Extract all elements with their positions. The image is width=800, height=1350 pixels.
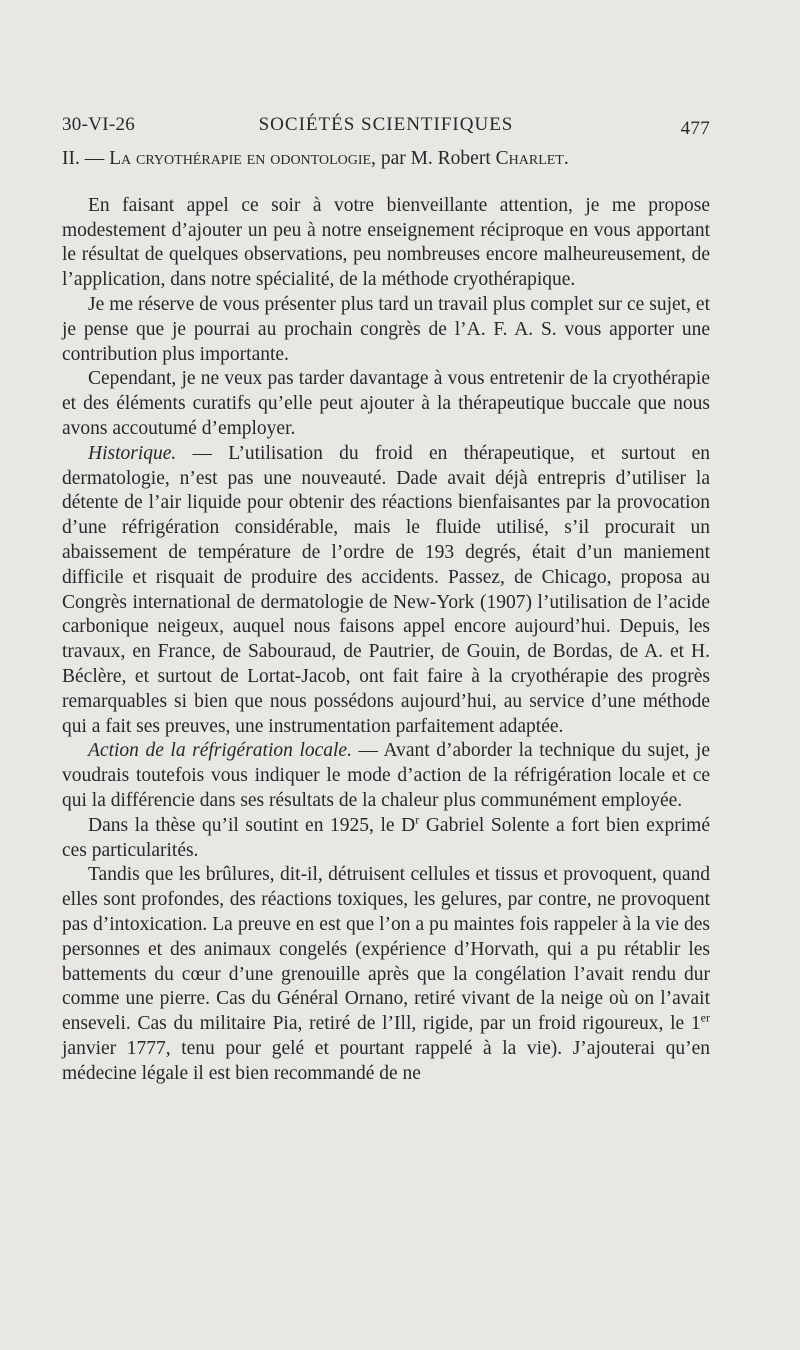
paragraph-text: En faisant appel ce soir à votre bienveillante attention, je me propose modestement d’ajouter un peu à notre enseignement réciproque en vous apportant le résultat de quelques observations, peu nombreuses encore malheureusement, de l’application, dans notre spécialité, de la méthode cryothérapique. [62,194,710,291]
section-title: La cryothérapie en odontologie, [109,148,376,169]
running-head [62,114,710,144]
superscript: r [415,812,420,827]
paragraph-text: Je me réserve de vous présenter plus tard un travail plus complet sur ce sujet, et je pense que je pourrai au prochain congrès de l’A. F. A. S. vous apporter une contribution plus importante. [62,293,710,365]
paragraph-text: — Avant d’aborder la technique du sujet, je voudrais toutefois vous indiquer le mode d’action de la réfrigération locale et ce qui la différencie dans ses résultats de la chaleur plus communément employée. [62,740,710,811]
paragraph [62,293,710,367]
paragraph-label: Historique. [88,442,177,464]
section-byline: par M. Robert [380,148,491,169]
paragraph-label: Action de la réfrigération locale. [88,740,352,762]
superscript: er [700,1010,710,1025]
paragraph-text: Tandis que les brûlures, dit-il, détruisent cellules et tissus et provoquent, quand elles sont profondes, des réactions toxiques, les gelures, par contre, ne provoquent pas d’intoxication. La preuve en est que l’on a pu maintes fois rappeler à la vie des personnes et des animaux congelés (expérience d’Horvath, qui a pu rétablir les battements du cœur d’une grenouille après que la congélation l’avait rendu dur comme une pierre. Cas du Général Ornano, retiré vivant de la neige où on l’avait enseveli. Cas du militaire Pia, retiré de l’Ill, rigide, par un froid rigoureux, le 1 [62,864,710,1035]
running-head-title: SOCIÉTÉS SCIENTIFIQUES [258,114,514,135]
paragraph [62,814,710,864]
paragraph [62,863,710,1086]
running-head-date: 30-VI-26 [62,114,136,135]
paragraph-action [62,739,710,813]
section-author-surname: Charlet. [495,148,569,169]
section-heading [62,147,710,172]
page-number: 477 [680,118,710,139]
paragraph [62,367,710,441]
paragraph-text: Cependant, je ne veux pas tarder davantage à vous entretenir de la cryothérapie et des éléments curatifs qu’elle peut ajouter à la thérapeutique buccale que nous avons accoutumé d’employer. [62,368,710,439]
section-number: II. — [62,148,105,169]
paragraph-historique [62,442,710,740]
paragraph-text: janvier 1777, tenu pour gelé et pourtant rappelé à la vie). J’ajouterai qu’en médecine légale il est bien recommandé de ne [62,1037,710,1084]
paragraph-text: — L’utilisation du froid en thérapeutique, et surtout en dermatologie, n’est pas une nouveauté. Dade avait déjà entrepris d’utiliser la détente de l’air liquide pour obtenir des réactions bienfaisantes par la provocation d’une réfrigération considérable, mais le fluide utilisé, s’il procurait un abaissement de température de l’ordre de 193 degrés, était d’un maniement difficile et risquait de produire des accidents. Passez, de Chicago, proposa au Congrès international de dermatologie de New-York (1907) l’utilisation de l’acide carbonique neigeux, auquel nous faisons appel encore aujourd’hui. Depuis, les travaux, en France, de Sabouraud, de Pautrier, de Gouin, de Bordas, de A. et H. Béclère, et surtout de Lortat-Jacob, ont fait faire à la cryothérapie des progrès remarquables si bien que nous possédons aujourd’hui, au service d’une méthode qui a fait ses preuves, une instrumentation parfaitement adaptée. [62,442,710,737]
paragraph [62,194,710,293]
paragraph-text: Dans la thèse qu’il soutint en 1925, le D [88,814,416,836]
paragraph-text: Gabriel Solente a fort bien exprimé ces particularités. [62,814,710,861]
article-body [62,147,710,1086]
